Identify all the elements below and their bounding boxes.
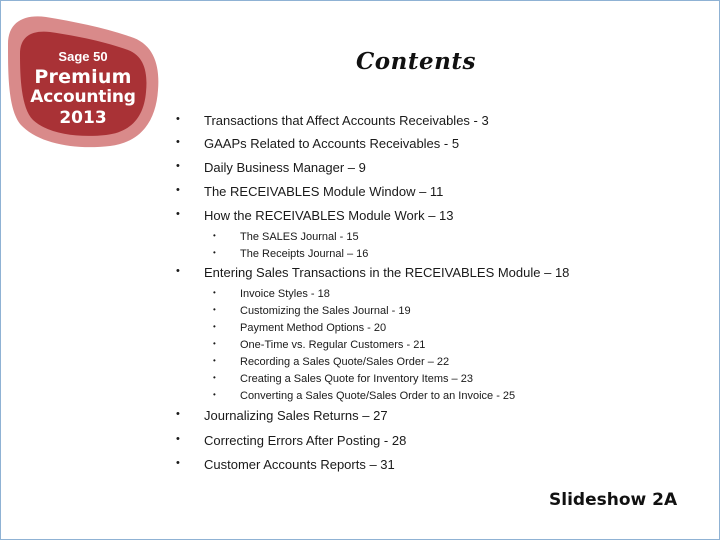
logo-year: 2013 [59,108,107,128]
contents-item-text: The RECEIVABLES Module Window – 11 [204,184,444,199]
bullet-icon: • [176,408,180,420]
contents-subitem-text: Payment Method Options - 20 [240,322,387,334]
sub-bullet-icon: • [213,390,216,399]
logo-product-line: Accounting [30,87,136,107]
bullet-icon: • [176,457,180,469]
contents-item-text: GAAPs Related to Accounts Receivables - 5 [204,136,460,151]
contents-item-text: How the RECEIVABLES Module Work – 13 [204,208,454,223]
bullet-icon: • [176,160,180,172]
contents-subitem-text: Customizing the Sales Journal - 19 [240,305,411,317]
bullet-icon: • [176,113,180,125]
contents-subitem-text: Recording a Sales Quote/Sales Order – 22 [240,356,450,368]
contents-subitem-text: Invoice Styles - 18 [240,288,330,300]
slideshow-label: Slideshow 2A [549,490,678,510]
contents-item-text: Daily Business Manager – 9 [204,160,366,175]
logo-brand: Sage 50 [58,49,108,64]
bullet-icon: • [176,433,180,445]
contents-subitem-text: The SALES Journal - 15 [240,231,359,243]
contents-item-text: Customer Accounts Reports – 31 [204,457,395,472]
contents-subitem-text: The Receipts Journal – 16 [240,248,369,260]
sub-bullet-icon: • [213,305,216,314]
bullet-icon: • [176,265,180,277]
contents-subitem-text: One-Time vs. Regular Customers - 21 [240,339,426,351]
sub-bullet-icon: • [213,248,216,257]
sub-bullet-icon: • [213,231,216,240]
contents-item-text: Entering Sales Transactions in the RECEIVABLES Module – 18 [204,265,570,280]
contents-item-text: Transactions that Affect Accounts Receivables - 3 [204,113,489,128]
contents-item-text: Correcting Errors After Posting - 28 [204,433,407,448]
logo-product: Premium [34,66,132,88]
bullet-icon: • [176,208,180,220]
sub-bullet-icon: • [213,322,216,331]
sub-bullet-icon: • [213,356,216,365]
page-title: Contents [356,48,476,75]
contents-subitem-text: Creating a Sales Quote for Inventory Items – 23 [240,373,473,385]
sage-logo [6,14,160,150]
contents-item-text: Journalizing Sales Returns – 27 [204,408,388,423]
sub-bullet-icon: • [213,373,216,382]
sub-bullet-icon: • [213,288,216,297]
contents-subitem-text: Converting a Sales Quote/Sales Order to an Invoice - 25 [240,390,516,402]
bullet-icon: • [176,184,180,196]
sub-bullet-icon: • [213,339,216,348]
bullet-icon: • [176,136,180,148]
